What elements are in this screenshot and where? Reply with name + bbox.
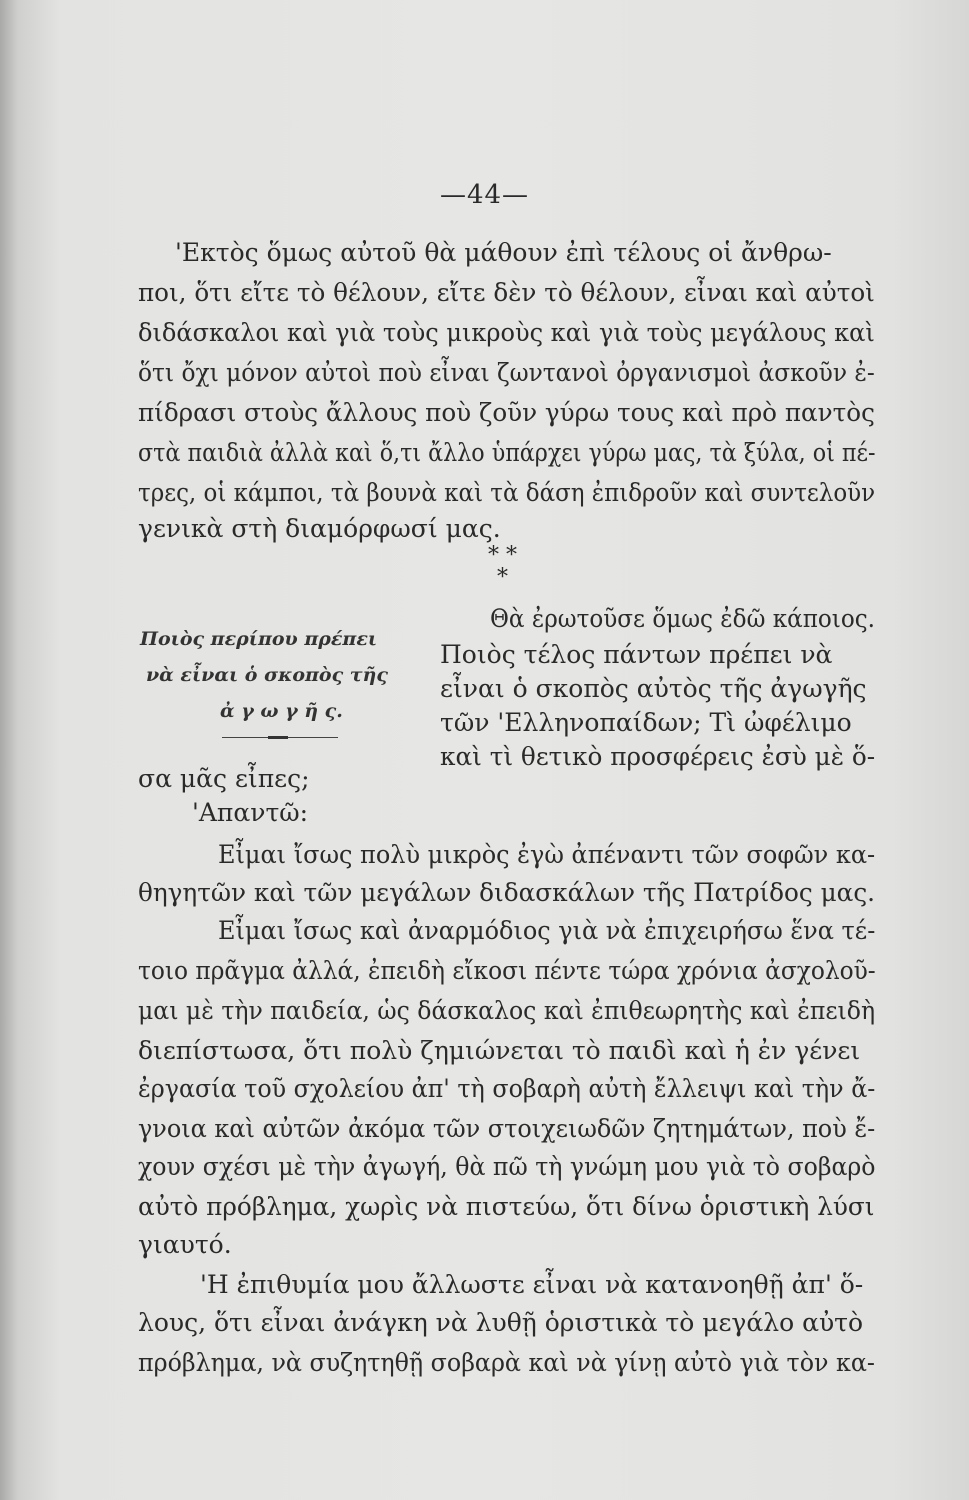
section-separator: * * * [488, 543, 517, 590]
text-line: Ποιὸς τέλος πάντων πρέπει νὰ [440, 640, 833, 669]
text-line: ποι, ὅτι εἴτε τὸ θέλουν, εἴτε δὲν τὸ θέλουν, εἶναι καὶ αὐτοὶ [138, 278, 875, 307]
text-line: 'Απαντῶ: [192, 798, 309, 827]
text-line: τῶν 'Ελληνοπαίδων; Τὶ ὠφέλιμο [440, 708, 852, 737]
margin-note-line: Ποιὸς περίπου πρέπει [140, 628, 378, 650]
text-line: 'Η ἐπιθυμία μου ἄλλωστε εἶναι νὰ κατανοηθῇ ἀπ' ὅ- [200, 1270, 864, 1299]
text-line: Θὰ ἐρωτοῦσε ὅμως ἐδῶ κάποιος. [490, 604, 875, 633]
text-line: διδάσκαλοι καὶ γιὰ τοὺς μικροὺς καὶ γιὰ τοὺς μεγάλους καὶ [138, 318, 875, 347]
text-line: ἐργασία τοῦ σχολείου ἀπ' τὴ σοβαρὴ αὐτὴ ἔλλειψι καὶ τὴν ἄ- [138, 1074, 876, 1103]
text-line: μαι μὲ τὴν παιδεία, ὡς δάσκαλος καὶ ἐπιθεωρητὴς καὶ ἐπειδὴ [138, 996, 876, 1025]
text-line: λους, ὅτι εἶναι ἀνάγκη νὰ λυθῇ ὁριστικὰ τὸ μεγάλο αὐτὸ [138, 1308, 864, 1337]
text-line: 'Εκτὸς ὅμως αὐτοῦ θὰ μάθουν ἐπὶ τέλους οἱ ἄνθρω- [175, 238, 832, 267]
text-line: καὶ τὶ θετικὸ προσφέρεις ἐσὺ μὲ ὅ- [440, 742, 876, 771]
text-line: διεπίστωσα, ὅτι πολὺ ζημιώνεται τὸ παιδὶ καὶ ἡ ἐν γένει [138, 1036, 861, 1065]
text-line: Εἶμαι ἴσως καὶ ἀναρμόδιος γιὰ νὰ ἐπιχειρήσω ἕνα τέ- [218, 916, 876, 945]
text-line: χουν σχέσι μὲ τὴν ἀγωγή, θὰ πῶ τὴ γνώμη μου γιὰ τὸ σοβαρὸ [138, 1152, 876, 1181]
text-line: στὰ παιδιὰ ἀλλὰ καὶ ὅ,τι ἄλλο ὑπάρχει γύρω μας, τὰ ξύλα, οἱ πέ- [138, 438, 876, 467]
text-line: γιαυτό. [138, 1230, 232, 1259]
text-line: Εἶμαι ἴσως πολὺ μικρὸς ἐγὼ ἀπέναντι τῶν σοφῶν κα- [218, 840, 876, 869]
text-line: πίδρασι στοὺς ἄλλους ποὺ ζοῦν γύρω τους καὶ πρὸ παντὸς [138, 398, 875, 427]
text-line: ὅτι ὄχι μόνον αὐτοὶ ποὺ εἶναι ζωντανοὶ ὀργανισμοὶ ἀσκοῦν ἐ- [138, 358, 875, 387]
text-line: αὐτὸ πρόβλημα, χωρὶς νὰ πιστεύω, ὅτι δίνω ὁριστικὴ λύσι [138, 1192, 875, 1221]
margin-note-line: νὰ εἶναι ὁ σκοπὸς τῆς [146, 664, 388, 686]
margin-note-line: ἀ γ ω γ ῆ ς. [220, 700, 343, 722]
page-number: —44— [439, 180, 530, 210]
text-line: σα μᾶς εἶπες; [138, 764, 310, 793]
text-line: γενικὰ στὴ διαμόρφωσί μας. [138, 514, 501, 543]
text-line: τρες, οἱ κάμποι, τὰ βουνὰ καὶ τὰ δάση ἐπιδροῦν καὶ συντελοῦν [138, 478, 876, 507]
text-line: γνοια καὶ αὐτῶν ἀκόμα τῶν στοιχειωδῶν ζητημάτων, ποὺ ἔ- [138, 1114, 876, 1143]
text-line: θηγητῶν καὶ τῶν μεγάλων διδασκάλων τῆς Πατρίδος μας. [138, 878, 876, 907]
text-line: εἶναι ὁ σκοπὸς αὐτὸς τῆς ἀγωγῆς [440, 674, 867, 703]
margin-note-rule [222, 737, 338, 738]
text-line: τοιο πρᾶγμα ἀλλά, ἐπειδὴ εἴκοσι πέντε τώρα χρόνια ἀσχολοῦ- [138, 956, 876, 985]
text-line: πρόβλημα, νὰ συζητηθῇ σοβαρὰ καὶ νὰ γίνῃ αὐτὸ γιὰ τὸν κα- [138, 1348, 875, 1377]
